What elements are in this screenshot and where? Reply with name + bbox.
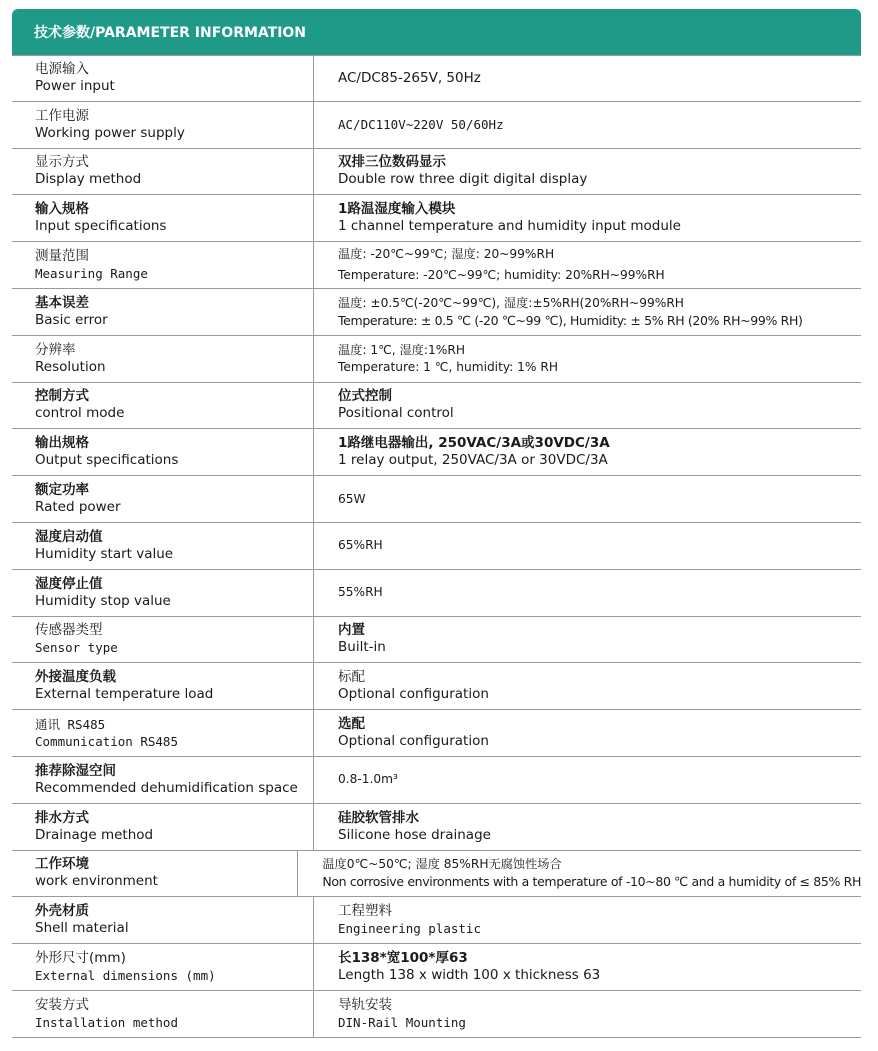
value-line-1: 1路温湿度输入模块 (338, 201, 456, 218)
value-line-1: AC/DC85-265V, 50Hz (338, 69, 481, 86)
label-en: control mode (35, 405, 125, 422)
section-title: 技术参数/PARAMETER INFORMATION (34, 25, 307, 41)
label-en: Basic error (35, 311, 108, 328)
label-zh: 外形尺寸(mm) (35, 950, 126, 967)
row-label (12, 289, 314, 335)
label-zh: 通讯 RS485 (35, 717, 106, 733)
row-value (314, 429, 861, 475)
label-en: Shell material (35, 920, 129, 937)
value-line-2: 1 channel temperature and humidity input module (338, 218, 681, 235)
table-row-drainage-method (12, 804, 861, 851)
row-label (12, 991, 314, 1037)
table-row-power-input (12, 55, 861, 102)
table-row-external-dimensions (12, 944, 861, 991)
value-line-2: 1 relay output, 250VAC/3A or 30VDC/3A (338, 452, 608, 469)
table-row-humidity-start (12, 523, 861, 570)
section-header (12, 9, 861, 55)
value-line-1: 65W (338, 491, 366, 506)
row-value (298, 851, 861, 897)
row-label (12, 757, 314, 803)
value-line-1: 内置 (338, 622, 365, 639)
row-value (314, 617, 861, 663)
row-value (314, 336, 861, 382)
row-value (314, 242, 861, 288)
row-value (314, 476, 861, 522)
row-value (314, 56, 861, 101)
table-row-rated-power (12, 476, 861, 523)
label-en: Working power supply (35, 124, 185, 141)
row-value (314, 710, 861, 756)
row-value (314, 757, 861, 803)
row-label (12, 102, 314, 148)
table-row-humidity-stop (12, 570, 861, 617)
value-line-2: Positional control (338, 405, 454, 422)
value-line-1: 温度: 1℃, 湿度:1%RH (338, 342, 465, 357)
table-row-communication (12, 710, 861, 757)
label-en: Input specifications (35, 218, 167, 235)
row-value (314, 570, 861, 616)
label-zh: 控制方式 (35, 388, 89, 405)
table-row-work-environment (12, 851, 861, 898)
value-line-1: 硅胶软管排水 (338, 809, 419, 826)
value-line-2: Double row three digit digital display (338, 171, 588, 188)
value-line-1: 长138*宽100*厚63 (338, 950, 468, 967)
label-en: External dimensions (mm) (35, 968, 216, 984)
value-line-1: AC/DC110V~220V 50/60Hz (338, 117, 504, 133)
label-en: Resolution (35, 358, 106, 375)
parameter-table (12, 55, 861, 1038)
row-label (12, 429, 314, 475)
value-line-1: 位式控制 (338, 388, 392, 405)
row-value (314, 897, 861, 943)
row-value (314, 195, 861, 241)
table-row-sensor-type (12, 617, 861, 664)
value-line-2: Optional configuration (338, 686, 489, 703)
table-row-installation-method (12, 991, 861, 1038)
label-zh: 外壳材质 (35, 903, 89, 920)
label-en: Drainage method (35, 826, 154, 843)
label-zh: 分辨率 (35, 341, 76, 358)
value-line-2: Engineering plastic (338, 921, 481, 937)
value-line-1: 温度0℃~50℃; 湿度 85%RH无腐蚀性场合 (322, 857, 562, 872)
table-row-output-spec (12, 429, 861, 476)
value-line-2: Built-in (338, 639, 386, 656)
row-label (12, 476, 314, 522)
table-row-control-mode (12, 383, 861, 430)
label-zh: 湿度启动值 (35, 528, 103, 545)
row-label (12, 897, 314, 943)
value-line-1: 工程塑料 (338, 903, 392, 920)
value-line-1: 55%RH (338, 585, 383, 600)
label-en: Sensor type (35, 640, 118, 656)
label-zh: 安装方式 (35, 996, 89, 1013)
label-en: Humidity stop value (35, 592, 171, 609)
value-line-1: 65%RH (338, 538, 383, 553)
label-en: External temperature load (35, 686, 214, 703)
value-line-2: Non corrosive environments with a temperature of -10~80 ℃ and a humidity of ≤ 85% RH (322, 874, 861, 890)
label-zh: 电源输入 (35, 61, 89, 78)
label-en: Installation method (35, 1014, 178, 1030)
label-en: Output specifications (35, 452, 179, 469)
label-en: Humidity start value (35, 545, 174, 562)
row-value (314, 102, 861, 148)
value-line-1: 0.8-1.0m³ (338, 772, 398, 787)
value-line-1: 导轨安装 (338, 996, 392, 1013)
row-label (12, 851, 298, 897)
value-line-2: Temperature: -20℃~99℃; humidity: 20%RH~99%RH (338, 268, 665, 283)
value-line-2: Temperature: ± 0.5 ℃ (-20 ℃~99 ℃), Humidity: ± 5% RH (20% RH~99% RH) (338, 312, 803, 328)
label-en: Power input (35, 78, 115, 95)
label-zh: 湿度停止值 (35, 575, 103, 592)
label-en: Display method (35, 171, 142, 188)
label-zh: 输入规格 (35, 201, 89, 218)
row-label (12, 804, 314, 850)
table-row-shell-material (12, 897, 861, 944)
row-value (314, 663, 861, 709)
label-zh: 工作环境 (35, 856, 89, 873)
label-zh: 外接温度负载 (35, 669, 116, 686)
table-row-input-spec (12, 195, 861, 242)
label-zh: 输出规格 (35, 435, 89, 452)
label-zh: 测量范围 (35, 248, 89, 265)
label-en: Recommended dehumidification space (35, 779, 298, 796)
label-en: Measuring Range (35, 266, 148, 282)
row-label (12, 336, 314, 382)
table-row-display-method (12, 149, 861, 196)
row-value (314, 991, 861, 1037)
label-zh: 显示方式 (35, 154, 89, 171)
label-zh: 传感器类型 (35, 622, 103, 639)
value-line-2: Temperature: 1 ℃, humidity: 1% RH (338, 359, 558, 374)
row-value (314, 804, 861, 850)
row-label (12, 944, 314, 990)
value-line-2: Silicone hose drainage (338, 826, 491, 843)
row-value (314, 383, 861, 429)
table-row-working-power (12, 102, 861, 149)
value-line-1: 温度: -20℃~99℃; 湿度: 20~99%RH (338, 247, 555, 262)
table-row-dehumidification-space (12, 757, 861, 804)
value-line-1: 1路继电器输出, 250VAC/3A或30VDC/3A (338, 435, 610, 452)
label-en: Communication RS485 (35, 734, 178, 750)
table-row-resolution (12, 336, 861, 383)
table-row-basic-error (12, 289, 861, 336)
value-line-1: 温度: ±0.5℃(-20℃~99℃), 湿度:±5%RH(20%RH~99%RH (338, 295, 684, 310)
row-value (314, 289, 861, 335)
value-line-1: 选配 (338, 716, 365, 733)
label-zh: 基本误差 (35, 294, 89, 311)
row-value (314, 149, 861, 195)
value-line-2: DIN-Rail Mounting (338, 1014, 466, 1030)
row-label (12, 663, 314, 709)
row-label (12, 570, 314, 616)
row-label (12, 242, 314, 288)
row-label (12, 617, 314, 663)
row-label (12, 149, 314, 195)
row-label (12, 523, 314, 569)
label-zh: 推荐除湿空间 (35, 762, 116, 779)
row-label (12, 383, 314, 429)
label-en: work environment (35, 873, 158, 890)
row-label (12, 710, 314, 756)
row-label (12, 195, 314, 241)
label-en: Rated power (35, 499, 121, 516)
value-line-1: 标配 (338, 669, 365, 686)
table-row-measuring-range (12, 242, 861, 289)
value-line-2: Length 138 x width 100 x thickness 63 (338, 967, 601, 984)
value-line-1: 双排三位数码显示 (338, 154, 446, 171)
label-zh: 排水方式 (35, 809, 89, 826)
row-value (314, 944, 861, 990)
row-value (314, 523, 861, 569)
label-zh: 工作电源 (35, 107, 89, 124)
value-line-2: Optional configuration (338, 733, 489, 750)
row-label (12, 56, 314, 101)
table-row-external-temp-load (12, 663, 861, 710)
label-zh: 额定功率 (35, 482, 89, 499)
